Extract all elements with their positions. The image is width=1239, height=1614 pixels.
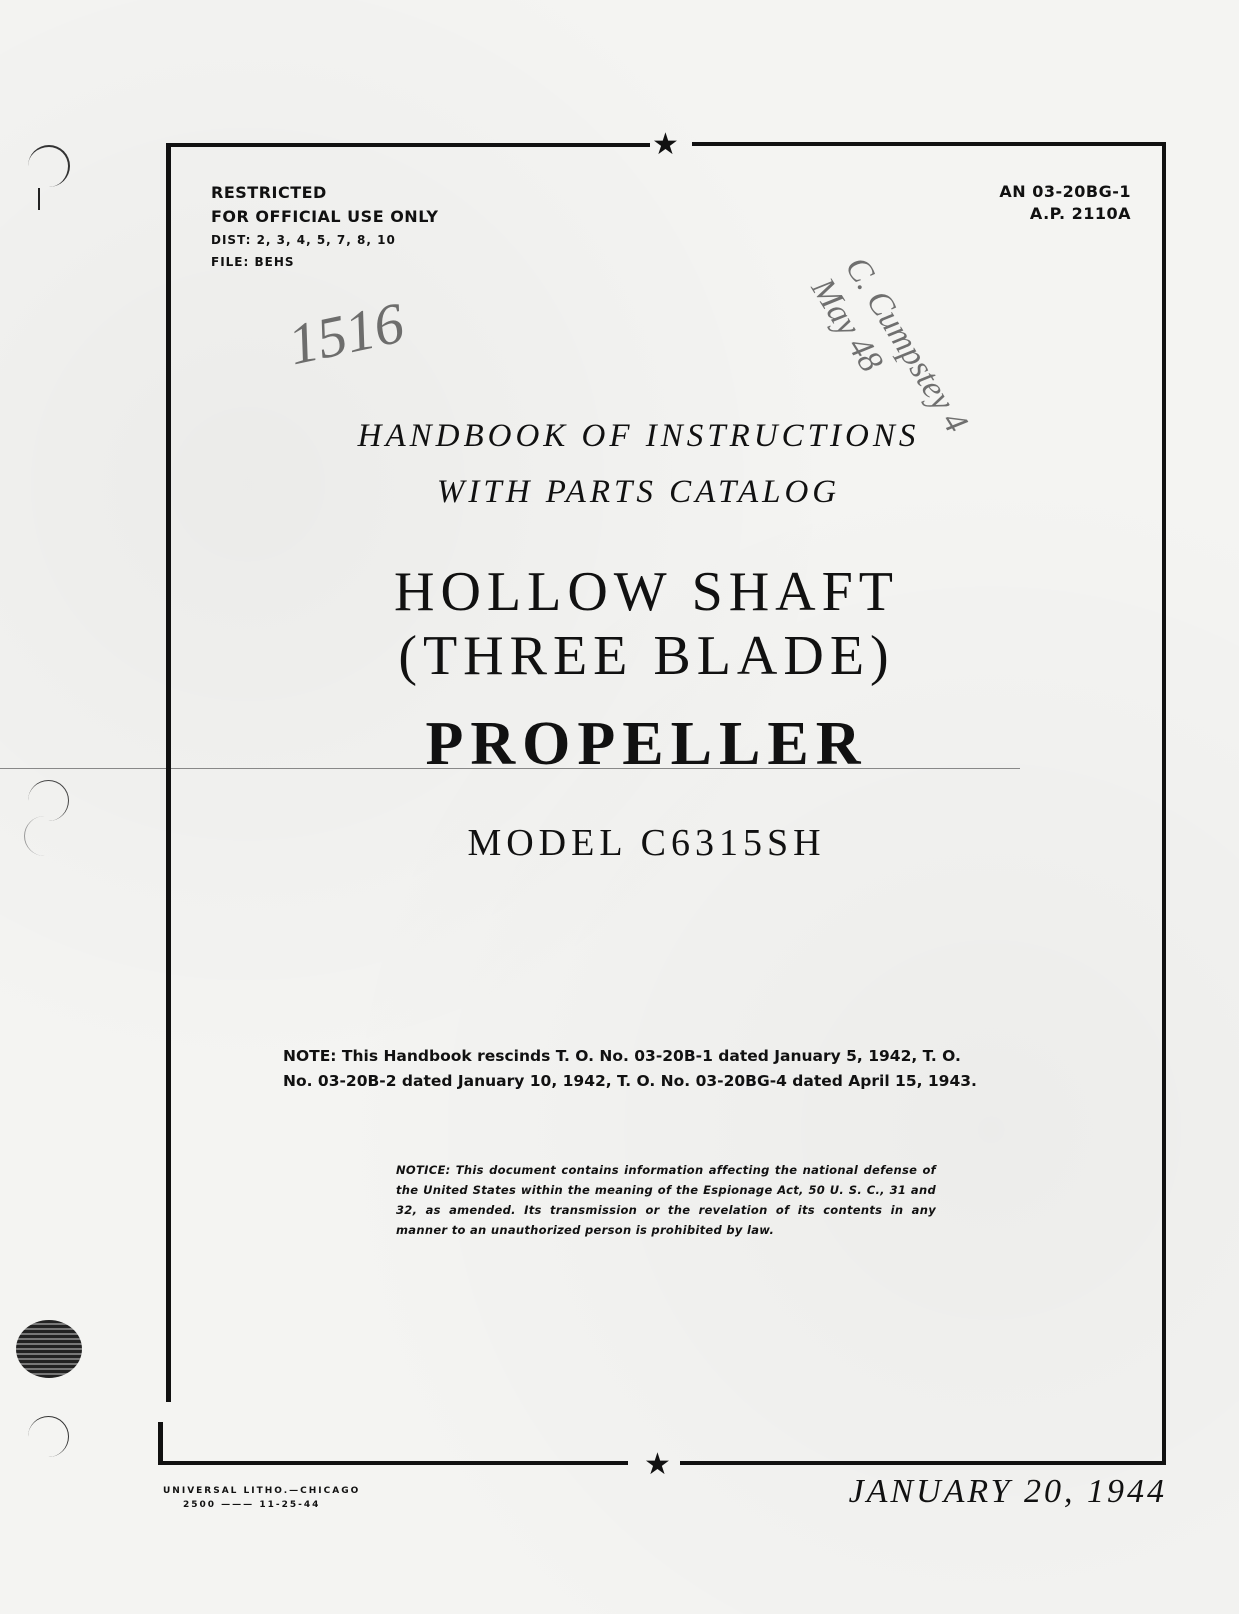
frame-bottom-right bbox=[680, 1461, 1166, 1465]
frame-top-left bbox=[166, 143, 650, 147]
print-run: 2500 ——— 11-25-44 bbox=[183, 1500, 321, 1510]
handwritten-signature: C. Cumpstey 4 May 48 bbox=[803, 250, 975, 440]
star-icon-bottom: ★ bbox=[644, 1447, 671, 1482]
note-line-1: NOTE: This Handbook rescinds T. O. No. 03-20B-1 dated January 5, 1942, T. O. bbox=[283, 1047, 961, 1065]
handwritten-number: 1516 bbox=[282, 289, 410, 378]
frame-left-lower bbox=[158, 1422, 163, 1464]
frame-top-right bbox=[692, 142, 1166, 146]
binder-hole-filled bbox=[16, 1320, 82, 1378]
document-number-block bbox=[999, 181, 1131, 225]
ap-number: A.P. 2110A bbox=[1029, 204, 1131, 223]
printer-name: UNIVERSAL LITHO.—CHICAGO bbox=[163, 1486, 361, 1496]
rescind-note bbox=[283, 1044, 1063, 1094]
model-number: MODEL C6315SH bbox=[467, 822, 826, 864]
an-number: AN 03-20BG-1 bbox=[999, 182, 1131, 201]
binder-hole-arc-bottom bbox=[28, 1416, 69, 1457]
binder-tick-mark bbox=[38, 188, 40, 210]
distribution-list: DIST: 2, 3, 4, 5, 7, 8, 10 bbox=[211, 233, 396, 247]
official-use-label: FOR OFFICIAL USE ONLY bbox=[211, 207, 439, 226]
note-line-2: No. 03-20B-2 dated January 10, 1942, T. O. No. 03-20BG-4 dated April 15, 1943. bbox=[283, 1072, 977, 1090]
file-code: FILE: BEHS bbox=[211, 255, 295, 269]
subtitle-line-2: WITH PARTS CATALOG bbox=[436, 474, 841, 510]
subtitle-line-1: HANDBOOK OF INSTRUCTIONS bbox=[357, 418, 920, 454]
title-line-1: HOLLOW SHAFT bbox=[394, 561, 899, 623]
security-header bbox=[211, 181, 438, 273]
frame-bottom-left bbox=[158, 1461, 628, 1465]
binder-hole-arc-middle bbox=[28, 780, 69, 821]
publication-date: JANUARY 20, 1944 bbox=[848, 1473, 1167, 1510]
printer-imprint bbox=[163, 1484, 360, 1512]
title-propeller: PROPELLER bbox=[425, 710, 868, 778]
binder-hole-arc-top bbox=[28, 145, 70, 187]
espionage-notice: NOTICE: This document contains information affecting the national defense of the United States within the meaning of the Espionage Act, 50 U. S. C., 31 and 32, as amended. Its transmission or the revelation of its contents in any manner to an unauthorized person is prohibited by law. bbox=[396, 1163, 936, 1237]
frame-right bbox=[1162, 142, 1166, 1465]
star-icon-top: ★ bbox=[652, 127, 679, 162]
title-line-2: (THREE BLADE) bbox=[398, 625, 895, 687]
classification-label: RESTRICTED bbox=[211, 183, 327, 202]
subtitle bbox=[0, 408, 1239, 520]
